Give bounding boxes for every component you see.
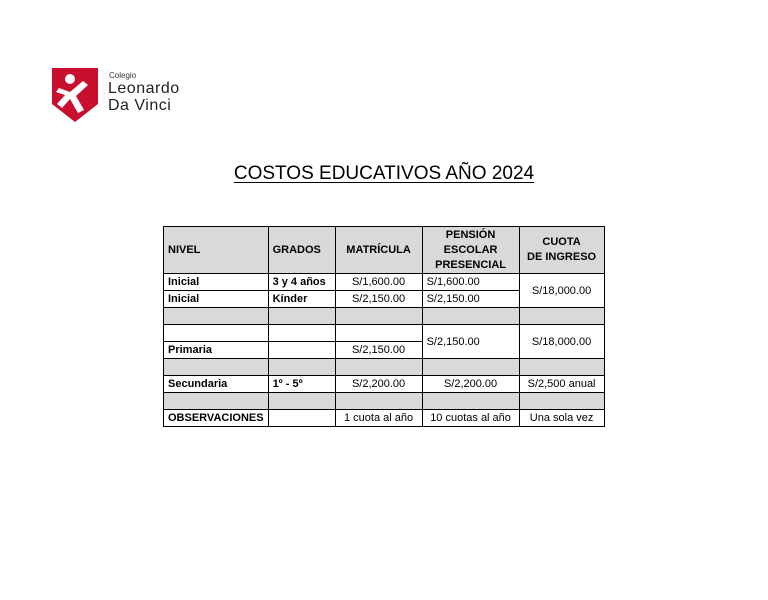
- cell-cuota: S/2,500 anual: [519, 376, 604, 393]
- cell-matricula: S/1,600.00: [335, 274, 422, 291]
- spacer-cell: [422, 308, 519, 325]
- spacer-cell: [422, 393, 519, 410]
- spacer-cell: [335, 393, 422, 410]
- cell-pension-primaria: S/2,150.00: [422, 325, 519, 359]
- cell-nivel: Primaria: [164, 342, 269, 359]
- cell-pension: S/1,600.00: [422, 274, 519, 291]
- cell-matricula: S/2,150.00: [335, 342, 422, 359]
- cell-cuota: Una sola vez: [519, 410, 604, 427]
- spacer-cell: [335, 308, 422, 325]
- spacer-cell: [335, 359, 422, 376]
- cell-grados: 3 y 4 años: [268, 274, 335, 291]
- header-matricula: MATRÍCULA: [335, 227, 422, 274]
- spacer-cell: [268, 308, 335, 325]
- cell-grados: Kínder: [268, 291, 335, 308]
- cell-matricula: 1 cuota al año: [335, 410, 422, 427]
- cell-cuota-inicial: S/18,000.00: [519, 274, 604, 308]
- spacer-cell: [519, 393, 604, 410]
- cell-grados: [268, 342, 335, 359]
- school-logo: [50, 66, 188, 126]
- spacer-cell: [268, 359, 335, 376]
- cell-nivel: Secundaria: [164, 376, 269, 393]
- cell-matricula: S/2,150.00: [335, 291, 422, 308]
- header-pension-line3: PRESENCIAL: [435, 258, 507, 271]
- cell-nivel: OBSERVACIONES: [164, 410, 269, 427]
- shield-logo-icon: [50, 66, 100, 124]
- table-row-inicial-1: [164, 274, 605, 291]
- costs-table: [163, 226, 605, 427]
- spacer-cell: [164, 308, 269, 325]
- table-spacer-row: [164, 393, 605, 410]
- logo-subtitle: Colegio: [109, 71, 137, 80]
- spacer-cell: [422, 359, 519, 376]
- table-spacer-row: [164, 308, 605, 325]
- spacer-cell: [519, 359, 604, 376]
- cell-matricula: S/2,200.00: [335, 376, 422, 393]
- spacer-cell: [164, 393, 269, 410]
- header-grados: GRADOS: [268, 227, 335, 274]
- cell-nivel: Inicial: [164, 291, 269, 308]
- cell-nivel: Inicial: [164, 274, 269, 291]
- table-spacer-row: [164, 359, 605, 376]
- cell-pension: 10 cuotas al año: [422, 410, 519, 427]
- header-pension-line1: PENSIÓN: [445, 228, 496, 241]
- logo-name-line2: Da Vinci: [108, 97, 172, 114]
- table-blank-row: [164, 325, 605, 342]
- table-row-secundaria: [164, 376, 605, 393]
- blank-cell: [335, 325, 422, 342]
- header-pension: [422, 227, 519, 274]
- spacer-cell: [164, 359, 269, 376]
- header-nivel: NIVEL: [164, 227, 269, 274]
- table-header-row: [164, 227, 605, 274]
- header-cuota-line1: CUOTA: [542, 236, 581, 248]
- cell-pension: S/2,200.00: [422, 376, 519, 393]
- table-row-observaciones: [164, 410, 605, 427]
- page-title-text: COSTOS EDUCATIVOS AÑO 2024: [233, 163, 535, 184]
- header-cuota: [519, 227, 604, 274]
- blank-cell: [164, 325, 269, 342]
- logo-name-line1: Leonardo: [108, 80, 180, 97]
- spacer-cell: [268, 393, 335, 410]
- cell-cuota-primaria: S/18,000.00: [519, 325, 604, 359]
- blank-cell: [268, 325, 335, 342]
- header-cuota-line2: DE INGRESO: [527, 251, 597, 263]
- page-title: [0, 163, 768, 185]
- cell-grados: [268, 410, 335, 427]
- header-pension-line2: ESCOLAR: [443, 243, 498, 256]
- cell-pension: S/2,150.00: [422, 291, 519, 308]
- cell-grados: 1º - 5º: [268, 376, 335, 393]
- spacer-cell: [519, 308, 604, 325]
